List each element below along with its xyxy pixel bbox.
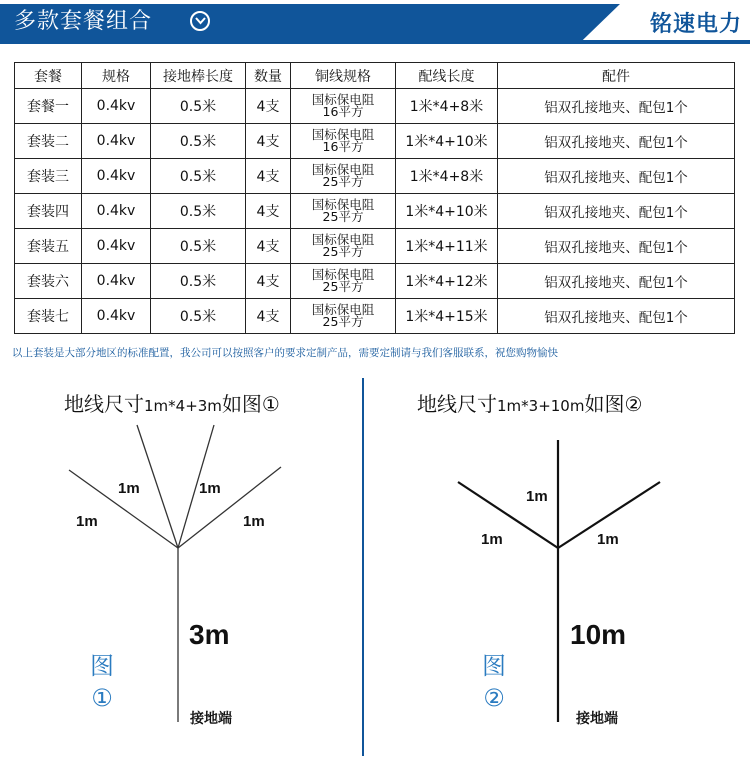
footnote: 以上套装是大部分地区的标准配置，我公司可以按照客户的要求定制产品，需要定制请与我们客服联系，祝您购物愉快 (12, 347, 558, 359)
branch-length-label: 1m (243, 513, 265, 530)
wire-length-cell: 1米*4+8米 (396, 89, 498, 124)
branch-length-label: 1m (199, 480, 221, 497)
wire-length-cell: 1米*4+10米 (396, 194, 498, 229)
fitting-cell: 铝双孔接地夹、配包1个 (498, 264, 735, 299)
quantity-cell: 4支 (246, 264, 291, 299)
ground-end-label: 接地端 (576, 711, 618, 727)
figure-number: ① (91, 684, 113, 712)
quantity-cell: 4支 (246, 194, 291, 229)
brand-logo: 铭速电力 (649, 12, 742, 37)
trunk-length-label: 10m (570, 619, 627, 650)
package-name-cell: 套装五 (15, 229, 82, 264)
rod-length-cell: 0.5米 (151, 264, 246, 299)
fitting-cell: 铝双孔接地夹、配包1个 (498, 299, 735, 334)
copper-spec-line1: 国标保电阻 (311, 232, 375, 247)
wire-length-cell: 1米*4+8米 (396, 159, 498, 194)
package-name-cell: 套餐一 (15, 89, 82, 124)
wire-length-cell: 1米*4+15米 (396, 299, 498, 334)
diagram1-branch (178, 467, 281, 548)
rod-length-cell: 0.5米 (151, 194, 246, 229)
copper-spec-line2: 25平方 (322, 174, 364, 189)
diagram2-title-formula: 1m*3+10m (497, 397, 585, 415)
ground-end-label: 接地端 (190, 711, 232, 727)
copper-spec-line2: 25平方 (322, 279, 364, 294)
spec-cell: 0.4kv (82, 264, 151, 299)
spec-cell: 0.4kv (82, 159, 151, 194)
fitting-cell: 铝双孔接地夹、配包1个 (498, 124, 735, 159)
wire-length-cell: 1米*4+12米 (396, 264, 498, 299)
branch-length-label: 1m (118, 480, 140, 497)
package-name-cell: 套装二 (15, 124, 82, 159)
copper-spec-line1: 国标保电阻 (311, 267, 375, 282)
copper-spec-line1: 国标保电阻 (311, 162, 375, 177)
rod-length-cell: 0.5米 (151, 89, 246, 124)
col-header: 配线长度 (396, 63, 498, 89)
spec-cell: 0.4kv (82, 229, 151, 264)
branch-length-label: 1m (526, 488, 548, 505)
section-title: 多款套餐组合 (14, 9, 153, 34)
package-name-cell: 套装六 (15, 264, 82, 299)
rod-length-cell: 0.5米 (151, 159, 246, 194)
figure-label: 图 (90, 652, 114, 680)
col-header: 套餐 (15, 63, 82, 89)
figure-label: 图 (482, 652, 506, 680)
copper-spec-line1: 国标保电阻 (311, 197, 375, 212)
rod-length-cell: 0.5米 (151, 299, 246, 334)
copper-spec-line2: 25平方 (322, 209, 364, 224)
rod-length-cell: 0.5米 (151, 124, 246, 159)
branch-length-label: 1m (597, 531, 619, 548)
diagram2-title-suffix: 如图② (584, 392, 643, 416)
quantity-cell: 4支 (246, 299, 291, 334)
branch-length-label: 1m (481, 531, 503, 548)
diagram2-title-prefix: 地线尺寸 (417, 392, 497, 416)
diagram1-branch (137, 425, 178, 548)
copper-spec-line2: 16平方 (322, 139, 364, 154)
spec-cell: 0.4kv (82, 89, 151, 124)
copper-spec-line2: 16平方 (322, 104, 364, 119)
col-header: 铜线规格 (291, 63, 396, 89)
copper-spec-line1: 国标保电阻 (311, 92, 375, 107)
figure-number: ② (483, 684, 505, 712)
quantity-cell: 4支 (246, 159, 291, 194)
diagram1-title-formula: 1m*4+3m (144, 397, 222, 415)
col-header: 规格 (82, 63, 151, 89)
col-header: 接地棒长度 (151, 63, 246, 89)
copper-spec-line2: 25平方 (322, 244, 364, 259)
wire-length-cell: 1米*4+11米 (396, 229, 498, 264)
quantity-cell: 4支 (246, 124, 291, 159)
quantity-cell: 4支 (246, 229, 291, 264)
package-name-cell: 套装三 (15, 159, 82, 194)
spec-cell: 0.4kv (82, 299, 151, 334)
copper-spec-line2: 25平方 (322, 314, 364, 329)
package-name-cell: 套装四 (15, 194, 82, 229)
spec-cell: 0.4kv (82, 124, 151, 159)
quantity-cell: 4支 (246, 89, 291, 124)
rod-length-cell: 0.5米 (151, 229, 246, 264)
fitting-cell: 铝双孔接地夹、配包1个 (498, 229, 735, 264)
package-name-cell: 套装七 (15, 299, 82, 334)
fitting-cell: 铝双孔接地夹、配包1个 (498, 159, 735, 194)
col-header: 配件 (498, 63, 735, 89)
wire-length-cell: 1米*4+10米 (396, 124, 498, 159)
copper-spec-line1: 国标保电阻 (311, 127, 375, 142)
col-header: 数量 (246, 63, 291, 89)
trunk-length-label: 3m (189, 619, 230, 650)
fitting-cell: 铝双孔接地夹、配包1个 (498, 89, 735, 124)
branch-length-label: 1m (76, 513, 98, 530)
diagram1-title-suffix: 如图① (221, 392, 280, 416)
diagram1-title-prefix: 地线尺寸 (64, 392, 144, 416)
fitting-cell: 铝双孔接地夹、配包1个 (498, 194, 735, 229)
copper-spec-line1: 国标保电阻 (311, 302, 375, 317)
spec-cell: 0.4kv (82, 194, 151, 229)
